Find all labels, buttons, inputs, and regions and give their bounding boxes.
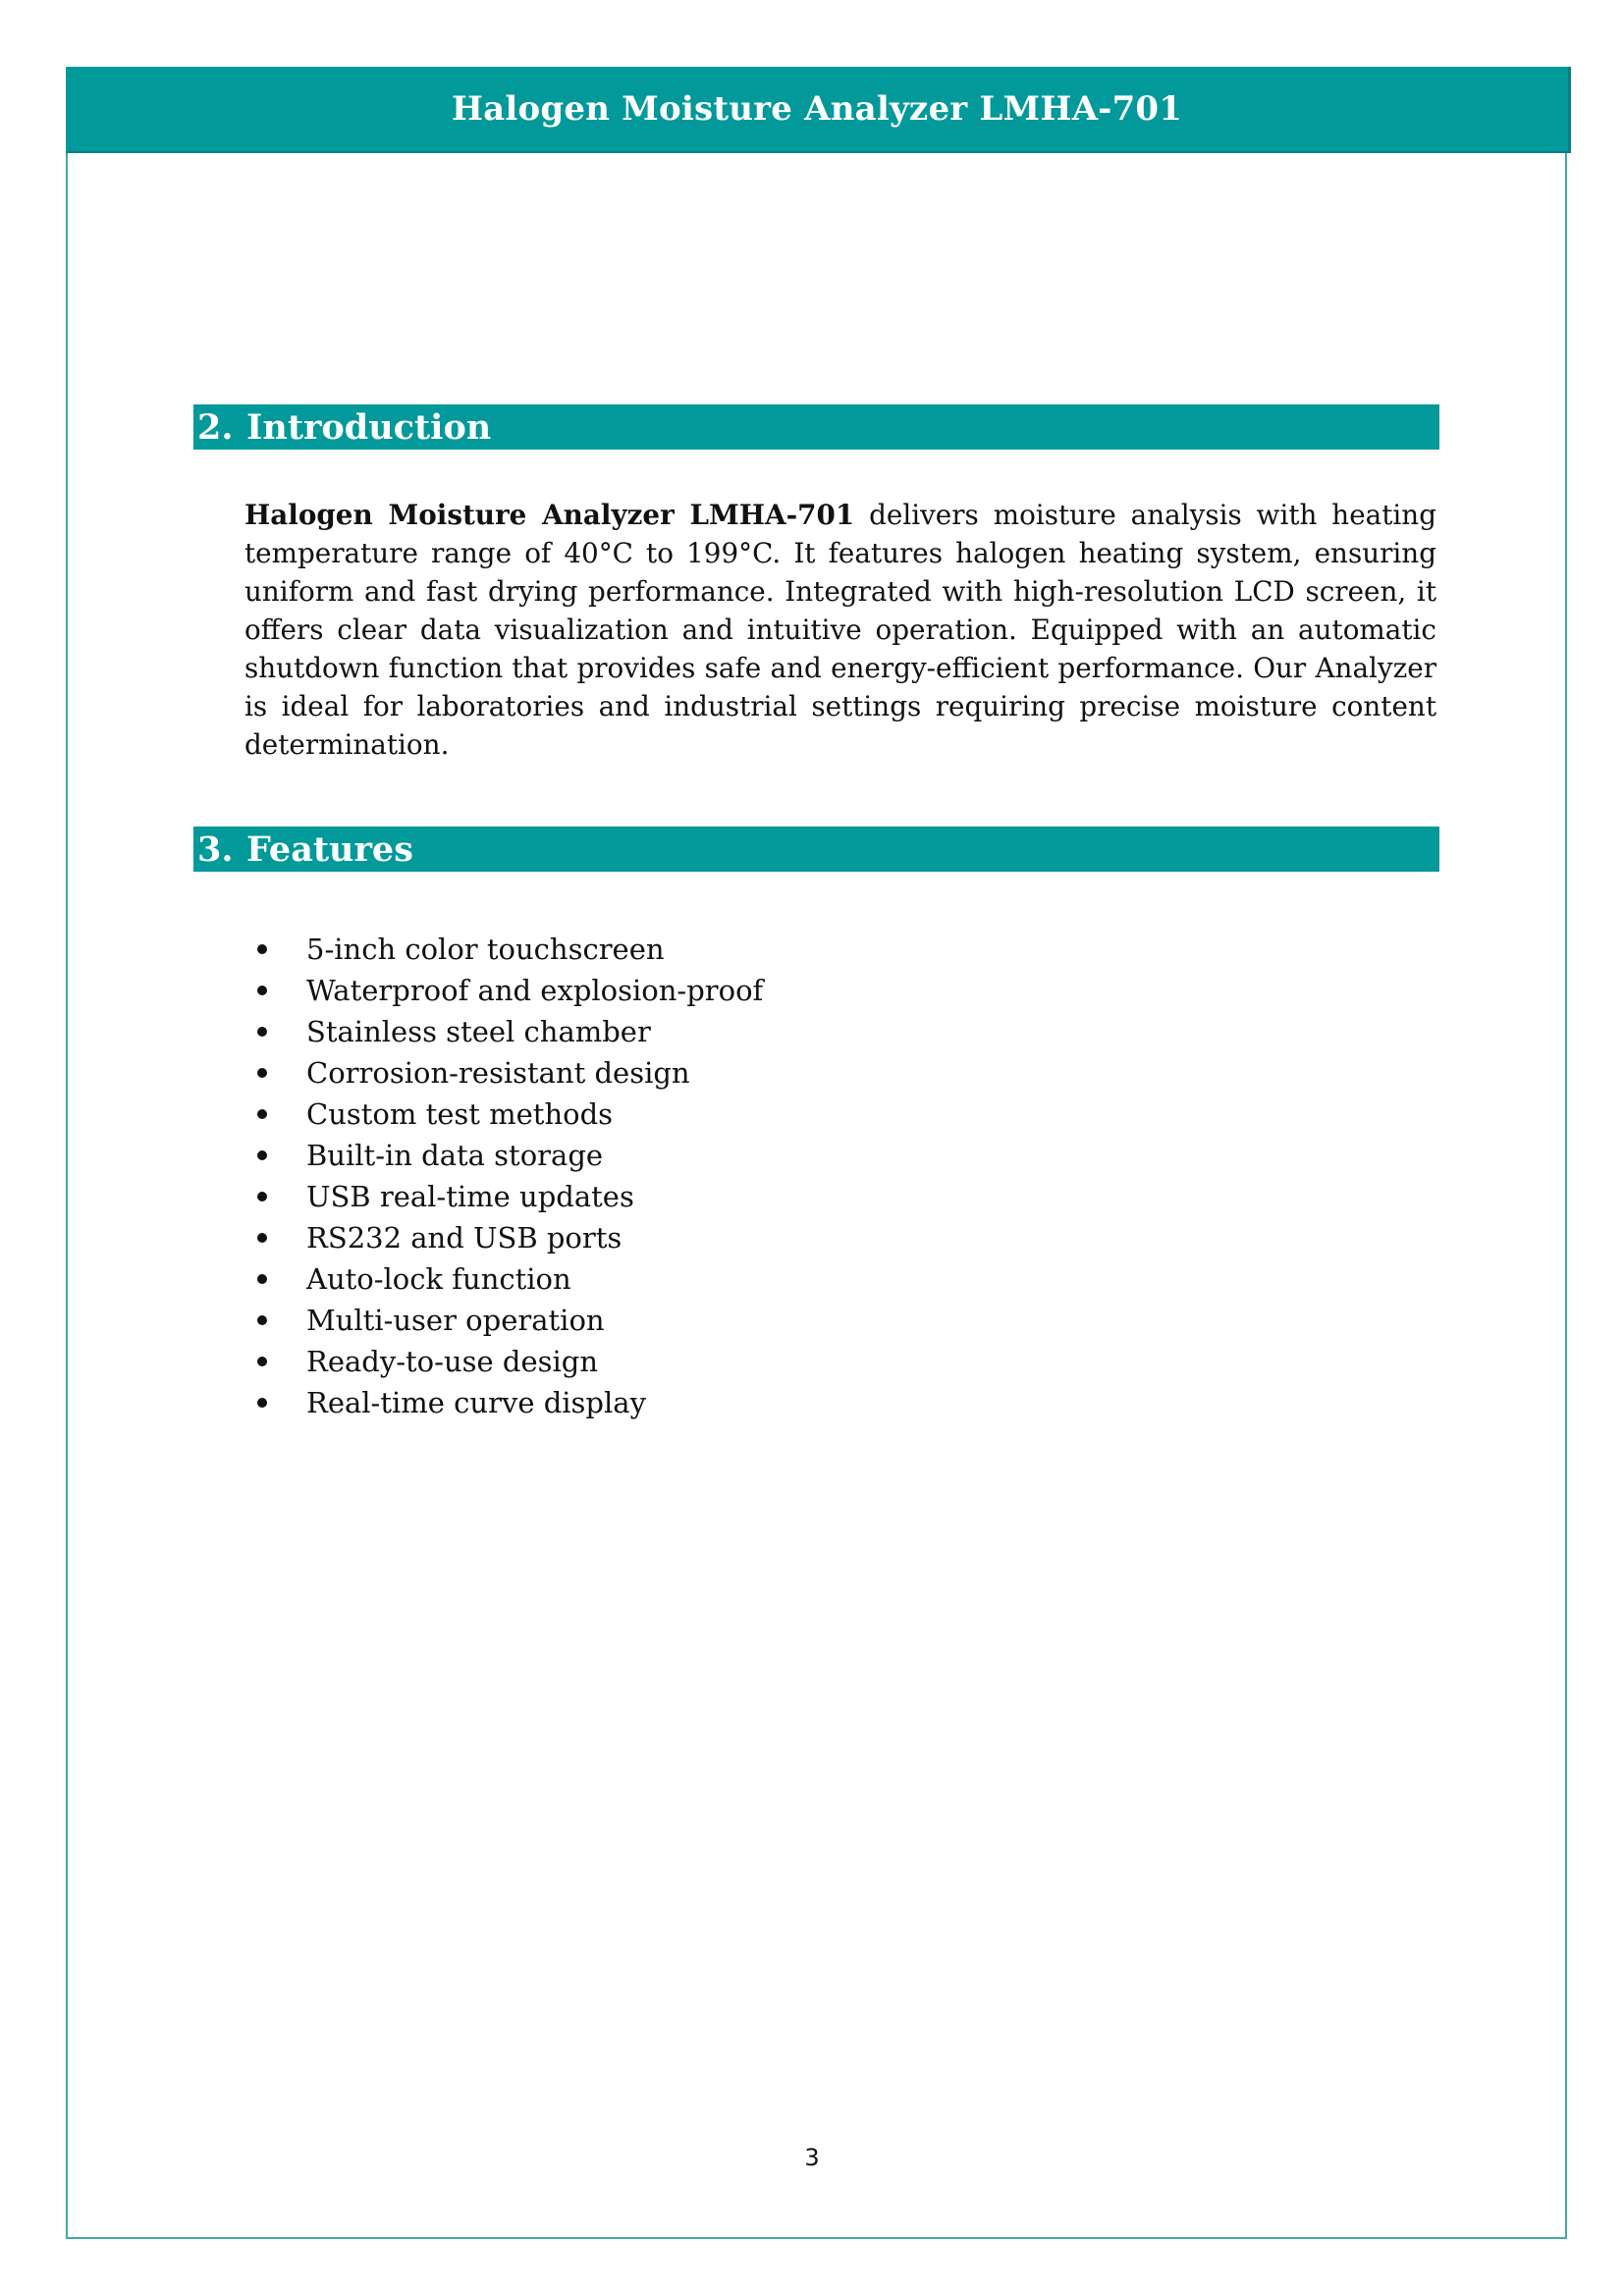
section-number: 2. [197, 406, 234, 448]
features-list [245, 929, 763, 1423]
feature-text: Built-in data storage [306, 1139, 604, 1172]
feature-text: Real-time curve display [306, 1386, 646, 1419]
bullet-icon [257, 986, 267, 995]
document-title: Halogen Moisture Analyzer LMHA-701 [451, 89, 1183, 129]
bullet-icon [257, 1315, 267, 1325]
feature-text: Ready-to-use design [306, 1345, 599, 1378]
feature-list-item [245, 1382, 763, 1423]
feature-text: Auto-lock function [306, 1262, 571, 1296]
feature-list-item [245, 1135, 763, 1176]
section-header-introduction [193, 404, 1439, 450]
feature-list-item [245, 1094, 763, 1135]
bullet-icon [257, 1068, 267, 1078]
feature-text: Multi-user operation [306, 1304, 605, 1337]
bullet-icon [257, 944, 267, 954]
bullet-icon [257, 1274, 267, 1284]
feature-list-item [245, 1052, 763, 1094]
feature-text: Waterproof and explosion-proof [306, 974, 764, 1007]
bullet-icon [257, 1109, 267, 1119]
feature-text: Stainless steel chamber [306, 1015, 651, 1048]
page-number: 3 [804, 2144, 820, 2171]
bullet-icon [257, 1150, 267, 1160]
introduction-paragraph [244, 496, 1436, 764]
feature-text: 5-inch color touchscreen [306, 933, 665, 966]
feature-text: Corrosion-resistant design [306, 1056, 690, 1090]
bullet-icon [257, 1233, 267, 1243]
feature-text: Custom test methods [306, 1097, 614, 1131]
bullet-icon [257, 1192, 267, 1201]
feature-list-item [245, 1176, 763, 1217]
product-name: Halogen Moisture Analyzer LMHA-701 [244, 499, 855, 531]
introduction-body-text: delivers moisture analysis with heating temperature range of 40°C to 199°C. It features halogen heating system, ensuring uniform and fast drying performance. Integrated with high-resolution LCD screen, it offers clear data visualization and intuitive operation. Equipped with an automatic shutdown function that provides safe and energy-efficient performance. Our Analyzer is ideal for laboratories and industrial settings requiring precise moisture content determination. [244, 499, 1436, 761]
feature-list-item [245, 929, 763, 970]
feature-list-item [245, 1011, 763, 1052]
feature-list-item [245, 1217, 763, 1258]
bullet-icon [257, 1357, 267, 1366]
feature-list-item [245, 1258, 763, 1300]
feature-text: USB real-time updates [306, 1180, 634, 1213]
feature-list-item [245, 970, 763, 1011]
feature-text: RS232 and USB ports [306, 1221, 623, 1255]
section-title: Introduction [246, 406, 492, 448]
document-header-banner [66, 67, 1571, 153]
section-number: 3. [197, 828, 234, 870]
bullet-icon [257, 1027, 267, 1037]
feature-list-item [245, 1341, 763, 1382]
section-header-features [193, 827, 1439, 872]
bullet-icon [257, 1398, 267, 1408]
section-title: Features [246, 828, 413, 870]
feature-list-item [245, 1300, 763, 1341]
